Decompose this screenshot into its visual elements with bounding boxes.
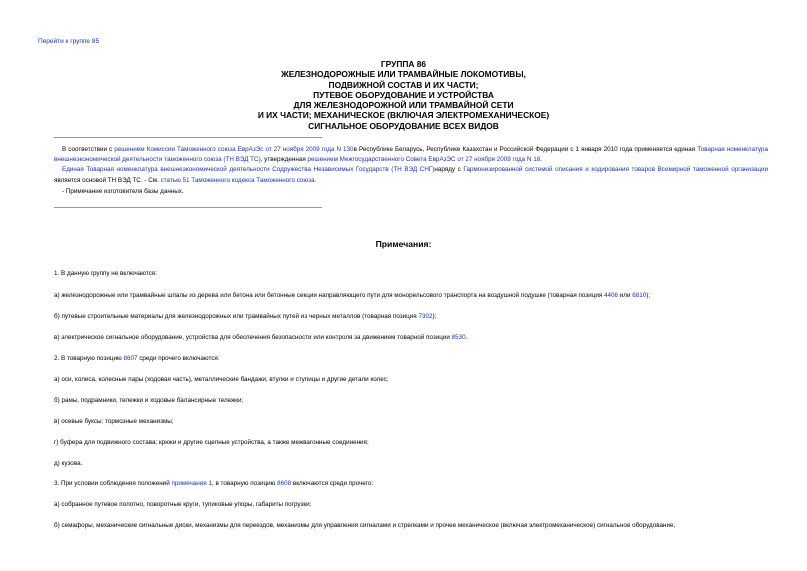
harmonized-system-link[interactable]: Гармонизированной системой описания и кодирования товаров Всемирной таможенной организации [463,166,768,174]
title-line: ДЛЯ ЖЕЛЕЗНОДОРОЖНОЙ ИЛИ ТРАМВАЙНОЙ СЕТИ [293,100,514,111]
intro-paragraph-1: В соответствии с решением Комиссии Таможенного союза ЕврАзЭс от 27 ноября 2009 года N 130в Республике Беларусь, Республике Казахстан и Российской Федерации с 1 января 2010 года применяется единая Товарная номенклатура внешнеэкономической деятельности таможенного союза (ТН ВЭД ТС), утвержденная решением Межгосударственного Совета ЕврАзЭС от 27 ноября 2009 года N 18. [54,146,769,164]
note-3: 3. При условии соблюдения положений примечания 1, в товарную позицию 8608 включаются среди прочего: [54,480,374,487]
tn-ved-sng-link[interactable]: Единая Товарная номенклатура внешнеэкономической деятельности Содружества Независимых Государств (ТН ВЭД СНГ) [62,166,435,174]
notes-heading: Примечания: [375,239,432,249]
title-line: ПУТЕВОЕ ОБОРУДОВАНИЕ И УСТРОЙСТВА [313,89,494,100]
note-1-item-b: б) путевые строительные материалы для железнодорожных или трамвайных путей из черных металлов (товарная позиция 7302); [54,313,437,320]
intro-paragraph-2: Единая Товарная номенклатура внешнеэкономической деятельности Содружества Независимых Государств (ТН ВЭД СНГ)наряду с Гармонизированной системой описания и кодирования товаров Всемирной таможенной организации является основой ТН ВЭД ТС. - См. статью 51 Таможенного кодекса Таможенного союза. [54,166,768,184]
note-1-reference-link[interactable]: примечания 1 [171,480,212,487]
heading-4406-link[interactable]: 4406 [604,292,619,299]
divider-top [54,137,322,138]
heading-8608-link[interactable]: 8608 [277,480,292,487]
note-2-item-b: б) рамы, подрамники, тележки и ходовые балансирные тележки; [54,397,244,404]
goto-group-85-link[interactable]: Перейти к группе 85 [38,38,100,45]
tn-ved-ts-link[interactable]: Товарная номенклатура внешнеэкономической деятельности таможенного союза (ТН ВЭД ТС) [54,146,769,164]
title-line: ГРУППА 86 [380,59,427,69]
database-note: - Примечание изготовителя базы данных. [62,187,184,195]
note-3-item-b: б) семафоры, механические сигнальные диски, механизмы для переездов, механизмы для управления сигналами и стрелками и прочее механическое (включая электромеханическое) сигнальное оборудование, [54,522,676,529]
commission-decision-link[interactable]: решением Комиссии Таможенного союза ЕврАзЭс от 27 ноября 2009 года N 130 [114,146,354,153]
title-line: ПОДВИЖНОЙ СОСТАВ И ИХ ЧАСТИ; [328,79,479,90]
note-1-item-a: а) железнодорожные или трамвайные шпалы из дерева или бетона или бетонные секции направляющего пути для монорельсового транспорта на воздушной подушке (товарная позиция 4406 или 6810); [54,292,651,299]
divider-bottom [54,207,322,208]
note-2: 2. В товарную позицию 8607 среди прочего включаются: [54,355,220,362]
title-line: СИГНАЛЬНОЕ ОБОРУДОВАНИЕ ВСЕХ ВИДОВ [308,120,499,131]
heading-6810-link[interactable]: 6810 [632,292,647,299]
note-2-item-g: г) буфера для подвижного состава; крюки и другие сцепные устройства, а также межвагонные соединения; [54,439,369,446]
heading-8607-link[interactable]: 8607 [123,355,138,362]
note-3-item-a: а) собранное путевое полотно, поворотные круги, тупиковые упоры, габариты погрузки; [54,501,312,508]
heading-8530-link[interactable]: 8530 [451,334,466,341]
note-2-item-v: в) осевые буксы; тормозные механизмы; [54,418,174,425]
title-line: ЖЕЛЕЗНОДОРОЖНЫЕ ИЛИ ТРАМВАЙНЫЕ ЛОКОМОТИВЫ, [281,69,526,80]
note-1-item-v: в) электрическое сигнальное оборудование, устройства для обеспечения безопасности или контроля за движением товарной позиции 8530. [54,334,468,341]
intro-block [54,145,768,197]
note-1: 1. В данную группу не включаются: [54,270,157,277]
title-line: И ИХ ЧАСТИ; МЕХАНИЧЕСКОЕ (ВКЛЮЧАЯ ЭЛЕКТРОМЕХАНИЧЕСКОЕ) [257,110,550,121]
customs-code-link[interactable]: статью 51 Таможенного кодекса Таможенного союза [160,176,315,184]
note-2-item-d: д) кузова. [54,460,83,467]
heading-7302-link[interactable]: 7302 [418,313,433,320]
council-decision-link[interactable]: решением Межгосударственного Совета ЕврАзЭС от 27 ноября 2009 года N 18 [307,156,541,164]
note-2-item-a: а) оси, колеса, колесные пары (ходовая часть), металлические бандажи, втулки и ступицы и другие детали колес; [54,376,389,383]
group-title [0,59,807,131]
